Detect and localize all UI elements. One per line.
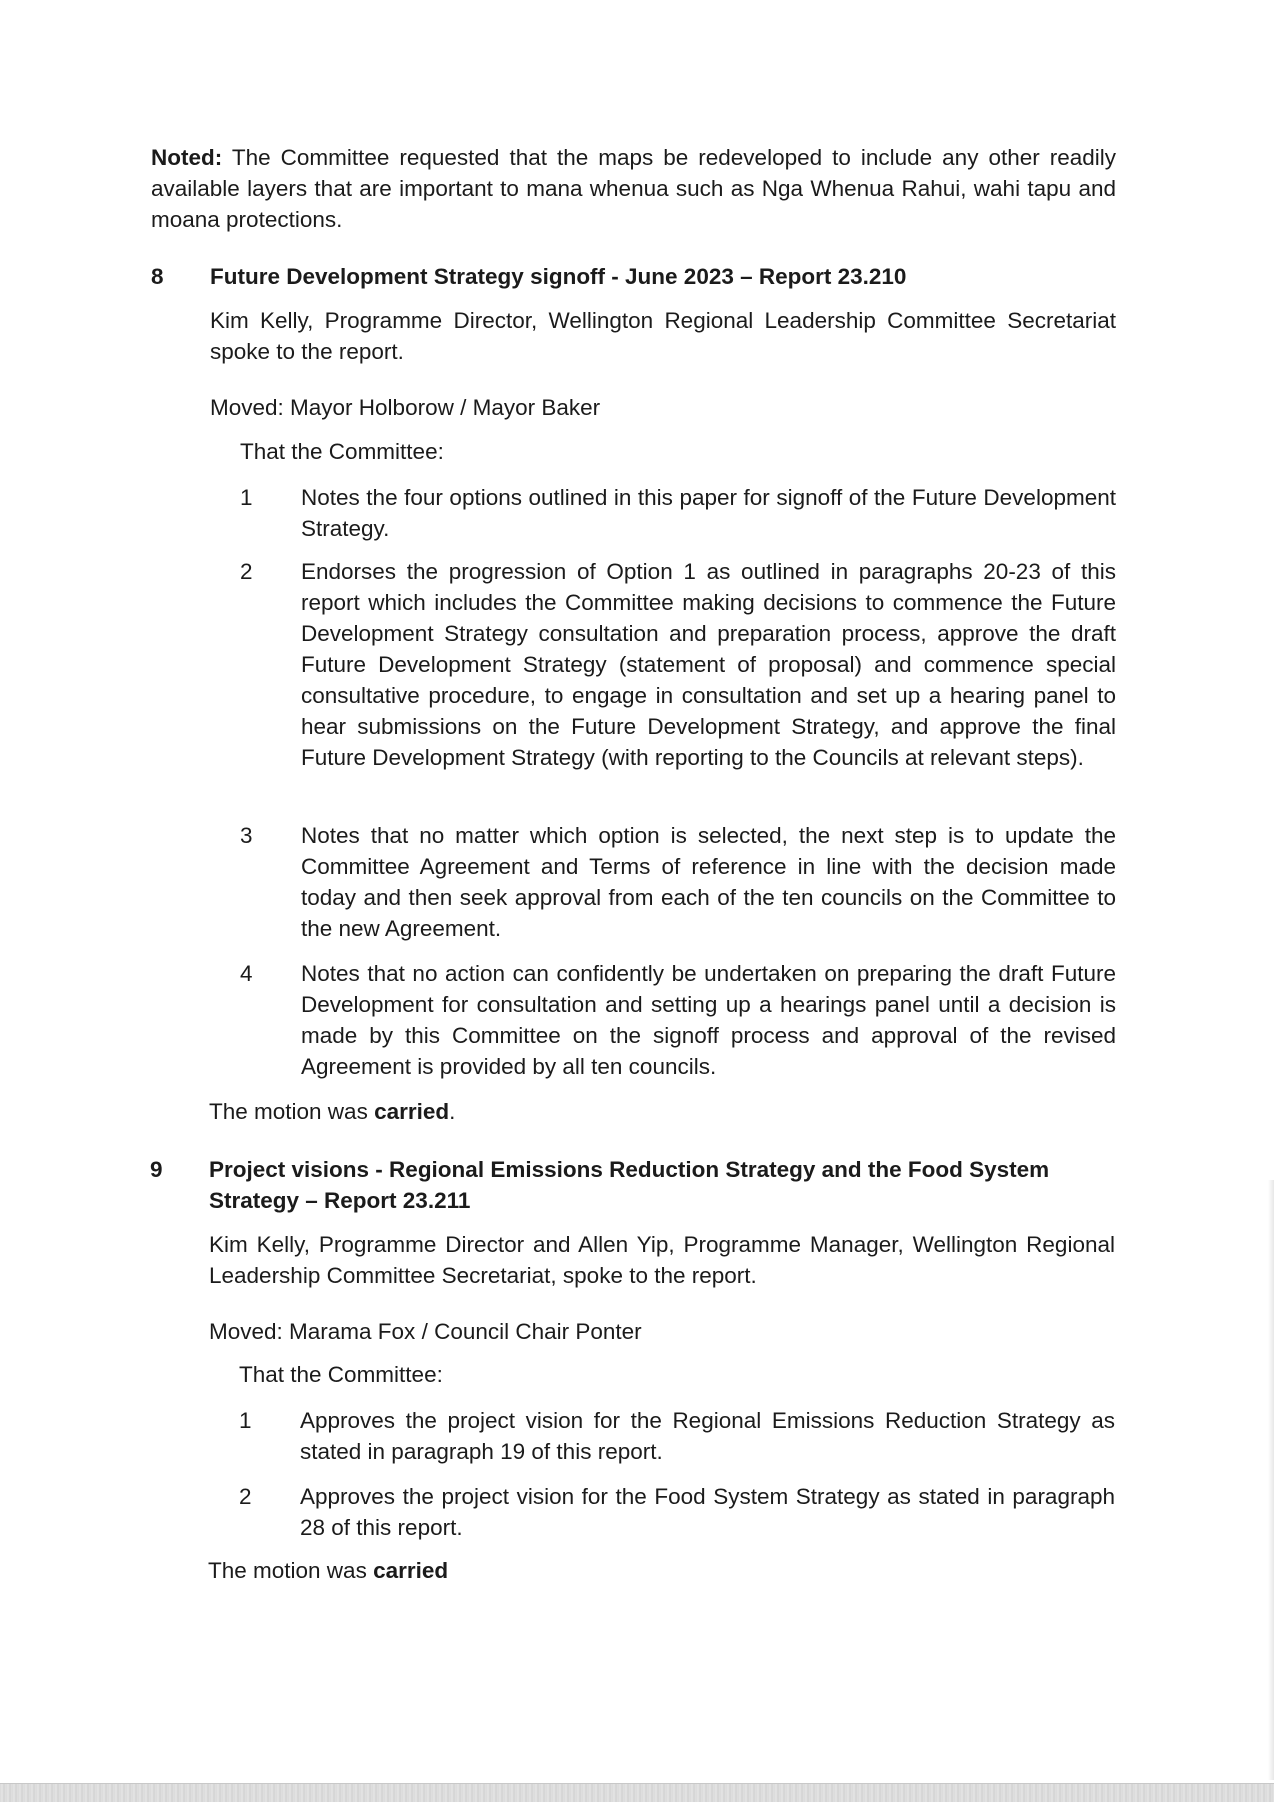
item8-res4-text: Notes that no action can confidently be undertaken on preparing the draft Future Development for consultation and setting up a hearings panel until a decision is made by this Committee on the signoff process and approval of the revised Agreement is provided by all ten councils.: [301, 961, 1116, 1079]
item9-res2-number: 2: [239, 1484, 252, 1509]
item9-motion-prefix: The motion was: [208, 1558, 374, 1583]
item8-res3-number: 3: [240, 823, 253, 848]
item8-res2-number: 2: [240, 559, 253, 584]
scan-edge-right: [1268, 1180, 1274, 1780]
item8-res1-text: Notes the four options outlined in this paper for signoff of the Future Development Strategy.: [301, 485, 1116, 541]
item9-motion: [208, 1555, 1114, 1586]
item8-motion-prefix: The motion was: [209, 1099, 375, 1124]
item8-res4-number: 4: [240, 961, 253, 986]
item9-res1-text: Approves the project vision for the Regional Emissions Reduction Strategy as stated in paragraph 19 of this report.: [300, 1408, 1115, 1464]
item8-motion-result: carried: [374, 1099, 450, 1124]
item9-speaker: Kim Kelly, Programme Director and Allen Yip, Programme Manager, Wellington Regional Leadership Committee Secretariat, spoke to the report.: [209, 1232, 1115, 1288]
item8-number: 8: [151, 264, 164, 289]
item9-that: That the Committee:: [239, 1362, 443, 1387]
noted-text: The Committee requested that the maps be redeveloped to include any other readily available layers that are important to mana whenua such as Nga Whenua Rahui, wahi tapu and moana protections.: [151, 145, 1116, 232]
item8-motion: [209, 1096, 1115, 1127]
item8-res2-text: Endorses the progression of Option 1 as outlined in paragraphs 20-23 of this report which includes the Committee making decisions to commence the Future Development Strategy consultation and preparation process, approve the draft Future Development Strategy (statement of proposal) and commence special consultative procedure, to engage in consultation and set up a hearing panel to hear submissions on the Future Development Strategy, and approve the final Future Development Strategy (with reporting to the Councils at relevant steps).: [301, 559, 1116, 770]
item8-title: Future Development Strategy signoff - June 2023 – Report 23.210: [210, 264, 907, 289]
item8-motion-suffix: .: [449, 1099, 456, 1124]
scan-edge-bottom: [0, 1783, 1274, 1802]
item9-motion-result: carried: [373, 1558, 449, 1583]
noted-paragraph: [151, 142, 1116, 235]
item8-speaker: Kim Kelly, Programme Director, Wellington Regional Leadership Committee Secretariat spoke to the report.: [210, 308, 1116, 364]
item9-moved: Moved: Marama Fox / Council Chair Ponter: [209, 1319, 642, 1344]
noted-label: Noted:: [151, 145, 223, 170]
item8-res3-text: Notes that no matter which option is selected, the next step is to update the Committee Agreement and Terms of reference in line with the decision made today and then seek approval from each of the ten councils on the Committee to the new Agreement.: [301, 823, 1116, 941]
item9-title: Project visions - Regional Emissions Reduction Strategy and the Food System Strategy – Report 23.211: [209, 1157, 1050, 1213]
item8-moved: Moved: Mayor Holborow / Mayor Baker: [210, 395, 601, 420]
item8-that: That the Committee:: [240, 439, 444, 464]
item9-number: 9: [150, 1157, 163, 1182]
item9-res2-text: Approves the project vision for the Food System Strategy as stated in paragraph 28 of this report.: [300, 1484, 1115, 1540]
item9-res1-number: 1: [239, 1408, 252, 1433]
item8-res1-number: 1: [240, 485, 253, 510]
